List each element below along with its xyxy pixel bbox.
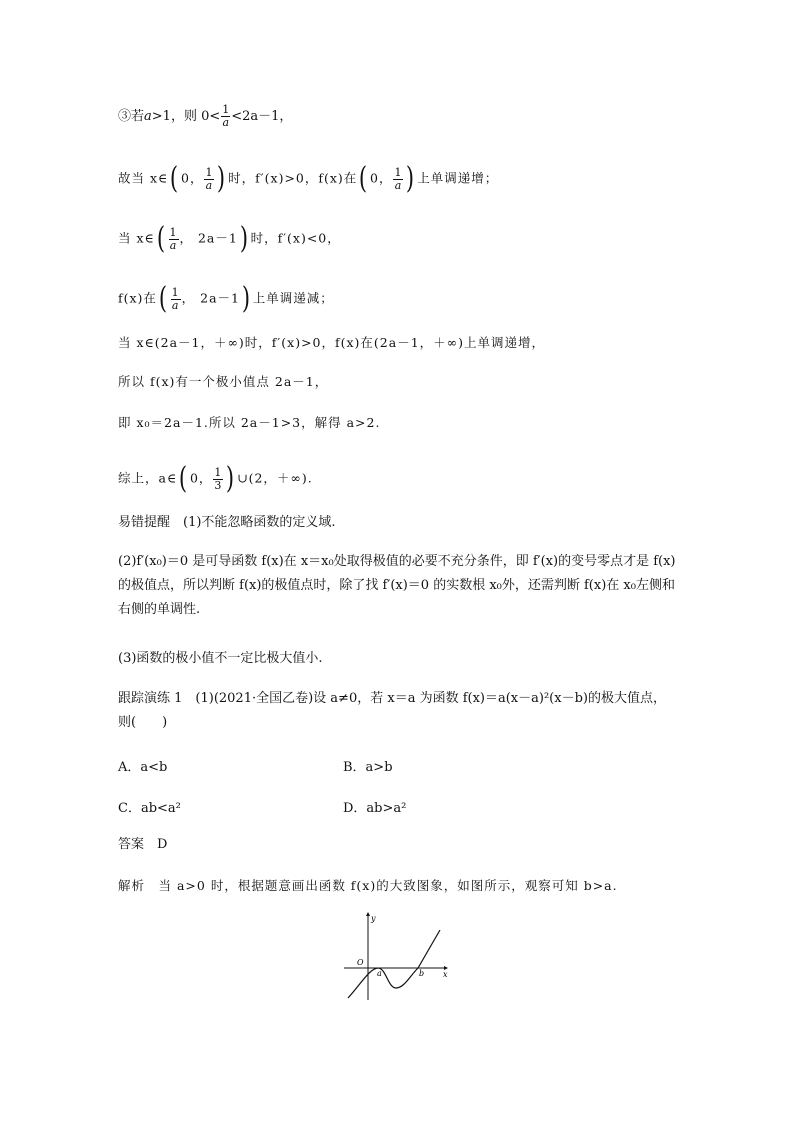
fraction-denominator: a [222,116,230,129]
fraction-numerator: 1 [394,165,403,179]
fraction-denominator: a [169,238,178,252]
x-label: x [443,970,448,979]
line-increase-interval-1 [118,161,499,196]
y-label: y [371,914,376,923]
right-paren: ) [239,221,249,256]
tip-3: (3)函数的极小值不一定比极大值小. [118,651,323,666]
fraction-denominator: a [171,298,180,312]
line4-text-a: f(x)在 [118,290,157,306]
origin-label: O [357,958,364,967]
fraction-numerator: 1 [205,165,214,179]
option-a: A．a<b [118,760,168,775]
fraction-numerator: 1 [222,103,230,116]
answer: 答案 D [118,837,168,852]
b-label: b [419,969,425,978]
right-paren: ) [217,161,227,196]
fraction-numerator: 1 [171,285,180,299]
left-paren: ( [359,161,369,196]
fraction-1-over-a [221,104,230,129]
line8-text-b: 0， [189,470,213,486]
fraction-1-over-a [204,167,214,192]
fraction-1-over-a [169,227,179,252]
line2-text-c: 时，f′(x)>0，f(x)在 [228,170,358,186]
line8-text-c: ∪(2，＋∞). [237,470,313,486]
line-solve-a: 即 x₀＝2a－1.所以 2a－1>3，解得 a>2. [118,415,381,430]
fraction-1-over-3 [213,467,223,492]
option-c: C．ab<a² [118,801,181,816]
fraction-1-over-a [171,287,181,312]
a-label: a [377,969,382,978]
line2-text-d: 0， [370,170,393,186]
fraction-1-over-a [393,167,403,192]
line3-text-c: 时，f′(x)<0， [250,230,341,246]
line-decrease-interval [118,281,334,316]
line2-text-e: 上单调递增； [417,170,499,186]
case3-a: a [144,109,152,124]
right-paren: ) [406,161,416,196]
option-d: D．ab>a² [343,801,407,816]
right-paren: ) [226,461,236,496]
fraction-denominator: a [394,178,403,192]
case3-gt1: >1，则 0< [151,109,221,124]
line8-text-a: 综上，a∈ [118,470,178,486]
line-minimum-point: 所以 f(x)有一个极小值点 2a－1， [118,374,329,389]
line-increase-interval-2: 当 x∈(2a－1，＋∞)时，f′(x)>0，f(x)在(2a－1，＋∞)上单调递增， [118,335,545,350]
fraction-numerator: 1 [169,225,178,239]
line2-text-a: 故当 x∈ [118,170,169,186]
fraction-numerator: 1 [214,465,223,479]
fraction-denominator: 3 [214,478,223,492]
right-paren: ) [241,281,251,316]
line3-text-a: 当 x∈ [118,230,155,246]
case3-lt: <2a－1， [231,109,293,124]
line4-text-b: ， 2a－1 [181,290,240,306]
case3-line [118,104,292,129]
line-decrease-condition [118,221,341,256]
left-paren: ( [179,461,189,496]
tip-1: 易错提醒 (1)不能忽略函数的定义域. [118,515,336,530]
line3-text-b: ， 2a－1 [179,230,238,246]
left-paren: ( [158,281,168,316]
line4-text-c: 上单调递减； [252,290,334,306]
exercise-question: 跟踪演练 1 (1)(2021·全国乙卷)设 a≠0，若 x＝a 为函数 f(x)＝a(x－a)²(x－b)的极大值点，则( ) [118,691,666,730]
left-paren: ( [156,221,166,256]
left-paren: ( [170,161,180,196]
fraction-denominator: a [205,178,214,192]
y-axis-arrow [366,912,370,916]
case3-lead: ③若 [118,109,145,124]
line-conclusion [118,461,313,496]
option-b: B．a>b [343,760,393,775]
function-graph [340,910,452,1002]
tip-2: (2)f′(x₀)＝0 是可导函数 f(x)在 x＝x₀处取得极值的必要不充分条件，即 f′(x)的变号零点才是 f(x)的极值点，所以判断 f(x)的极值点时，除了找 f′(x)＝0 的实数根 x₀外，还需判断 f(x)在 x₀左侧和右侧的单调性. [118,554,676,617]
line2-text-b: 0， [181,170,204,186]
analysis: 解析 当 a>0 时，根据题意画出函数 f(x)的大致图象，如图所示，观察可知 b>a. [118,878,618,893]
